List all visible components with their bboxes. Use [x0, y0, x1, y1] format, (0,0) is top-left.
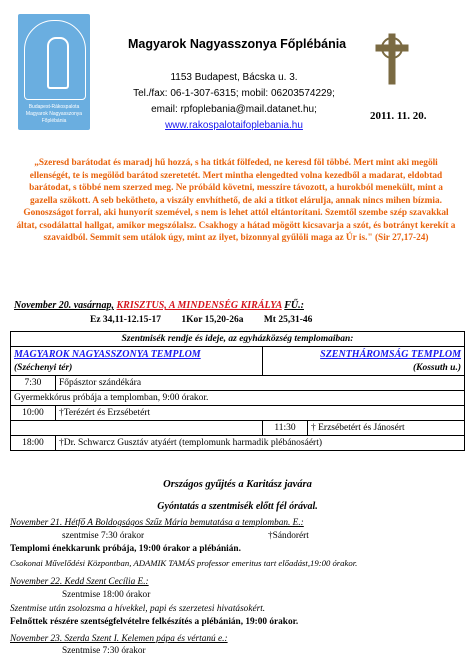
church-1-name: MAGYAROK NAGYASSZONYA TEMPLOM — [14, 348, 201, 360]
celtic-cross-icon — [370, 30, 414, 86]
day-note: Felnőttek részére szentségfelvételre felkészítés a plébánián, 19:00 órakor. — [10, 617, 299, 627]
day-intention: †Sándorért — [268, 531, 309, 541]
day-note: Szentmise után zsolozsma a hívekkel, papi és szerzetesi hivatásokért. — [10, 604, 266, 614]
parish-logo — [18, 14, 90, 130]
email-line: email: rpfoplebania@mail.datanet.hu; — [151, 104, 317, 115]
row-text: Gyermekkórus próbája a templomban, 9:00 órakor. — [11, 391, 465, 406]
day-heading: November 22. Kedd Szent Cecília E.: — [10, 577, 149, 587]
day-mass: Szentmise 18:00 órakor — [62, 590, 151, 600]
church-2-location: (Kossuth u.) — [412, 363, 461, 373]
madonna-figure-icon — [47, 37, 69, 89]
madonna-arch-icon — [24, 20, 86, 100]
scripture-quote: „Szeresd barátodat és maradj hű hozzá, s ha titkát fölfeded, ne keresd föl többé. Mert mint aki megöli ellenségét, te is megölöd barátod szeretetét. Mert mintha elengedted volna kezedből a madarat, eldobtad barátodat, s többé nem szerzed meg. Ne próbáld követni, messzire távozott, a hurokból menekült, mint a gazella szökott. A seb bekötheto, a viszály envhíthető, de aki a titkot elárulja, annak nincs mihen bízmia. Gonoszságot forral, aki hunyorít szemével, s nem is lehet attól eltántorítani. Szemtől szembe szép szavakkal áltat, csodálattal hallgat, amikor megszólalsz. Csakhogy a hátad mögött kicsavarja a szót, és botrányt kerekít a szavaidból. Semmit sem utálok úgy, mint az ilyet, bizonnyal gyűlöli maga az Úr is." (Sir 27,17-24) — [16, 158, 456, 243]
schedule-row — [11, 376, 465, 391]
parish-title: Magyarok Nagyasszonya Főplébánia — [128, 37, 347, 51]
row-time: 7:30 — [11, 376, 56, 391]
sunday-suffix: FŰ.: — [284, 300, 304, 311]
sunday-readings — [90, 315, 330, 325]
reading-1: Ez 34,11-12.15-17 — [90, 315, 161, 325]
confession-notice: Gyóntatás a szentmisék előtt fél órával. — [157, 501, 318, 512]
church-1-location: (Széchenyi tér) — [14, 363, 73, 373]
reading-2: 1Kor 15,20-26a — [181, 315, 244, 325]
schedule-row — [11, 421, 465, 436]
row-time: 10:00 — [11, 406, 56, 421]
collection-notice: Országos gyűjtés a Karitász javára — [163, 479, 312, 490]
phone-line: Tel./fax: 06-1-307-6315; mobil: 06203574229; — [133, 88, 335, 99]
row-text: †Dr. Schwarcz Gusztáv atyáért (templomunk harmadik plébánosáért) — [56, 436, 465, 451]
schedule-row — [11, 436, 465, 451]
contact-block — [104, 70, 364, 134]
schedule-row — [11, 406, 465, 421]
mass-schedule-table — [10, 331, 465, 451]
bulletin-date: 2011. 11. 20. — [370, 110, 427, 122]
address: 1153 Budapest, Bácska u. 3. — [170, 72, 298, 83]
sunday-date: November 20. vasárnap, — [14, 300, 114, 311]
website-link[interactable]: www.rakospalotaifoplebania.hu — [165, 120, 303, 131]
row-text: Főpásztor szándékára — [56, 376, 465, 391]
church-2-name: SZENTHÁROMSÁG TEMPLOM — [320, 348, 461, 360]
row-time: 18:00 — [11, 436, 56, 451]
sunday-heading — [14, 300, 304, 311]
day-note: Templomi énekkarunk próbája, 19:00 órakor a plébánián. — [10, 544, 241, 554]
row-time: 11:30 — [263, 421, 308, 436]
day-mass: Szentmise 7:30 órakor — [62, 646, 146, 656]
row-text: † Erzsébetért és Jánosért — [308, 421, 465, 436]
day-mass: szentmise 7:30 órakor — [62, 531, 145, 541]
schedule-title: Szentmisék rendje és ideje, az egyházközség templomaiban: — [11, 332, 465, 347]
day-note: Csokonai Művelődési Központban, ADAMIK TAMÁS professor emeritus tart előadást,19:00 órakor. — [10, 558, 358, 568]
sunday-feast: KRISZTUS, A MINDENSÉG KIRÁLYA — [116, 300, 282, 311]
schedule-row — [11, 391, 465, 406]
logo-caption: Budapest-Rákospalota Magyarok Nagyasszonya Főplébánia — [25, 104, 83, 124]
day-heading: November 23. Szerda Szent I. Kelemen pápa és vértanú e.: — [10, 634, 228, 644]
reading-3: Mt 25,31-46 — [263, 315, 313, 325]
row-text: †Terézért és Erzsébetért — [56, 406, 465, 421]
day-heading: November 21. Hétfő A Boldogságos Szűz Mária bemutatása a templomban. E.: — [10, 518, 304, 528]
